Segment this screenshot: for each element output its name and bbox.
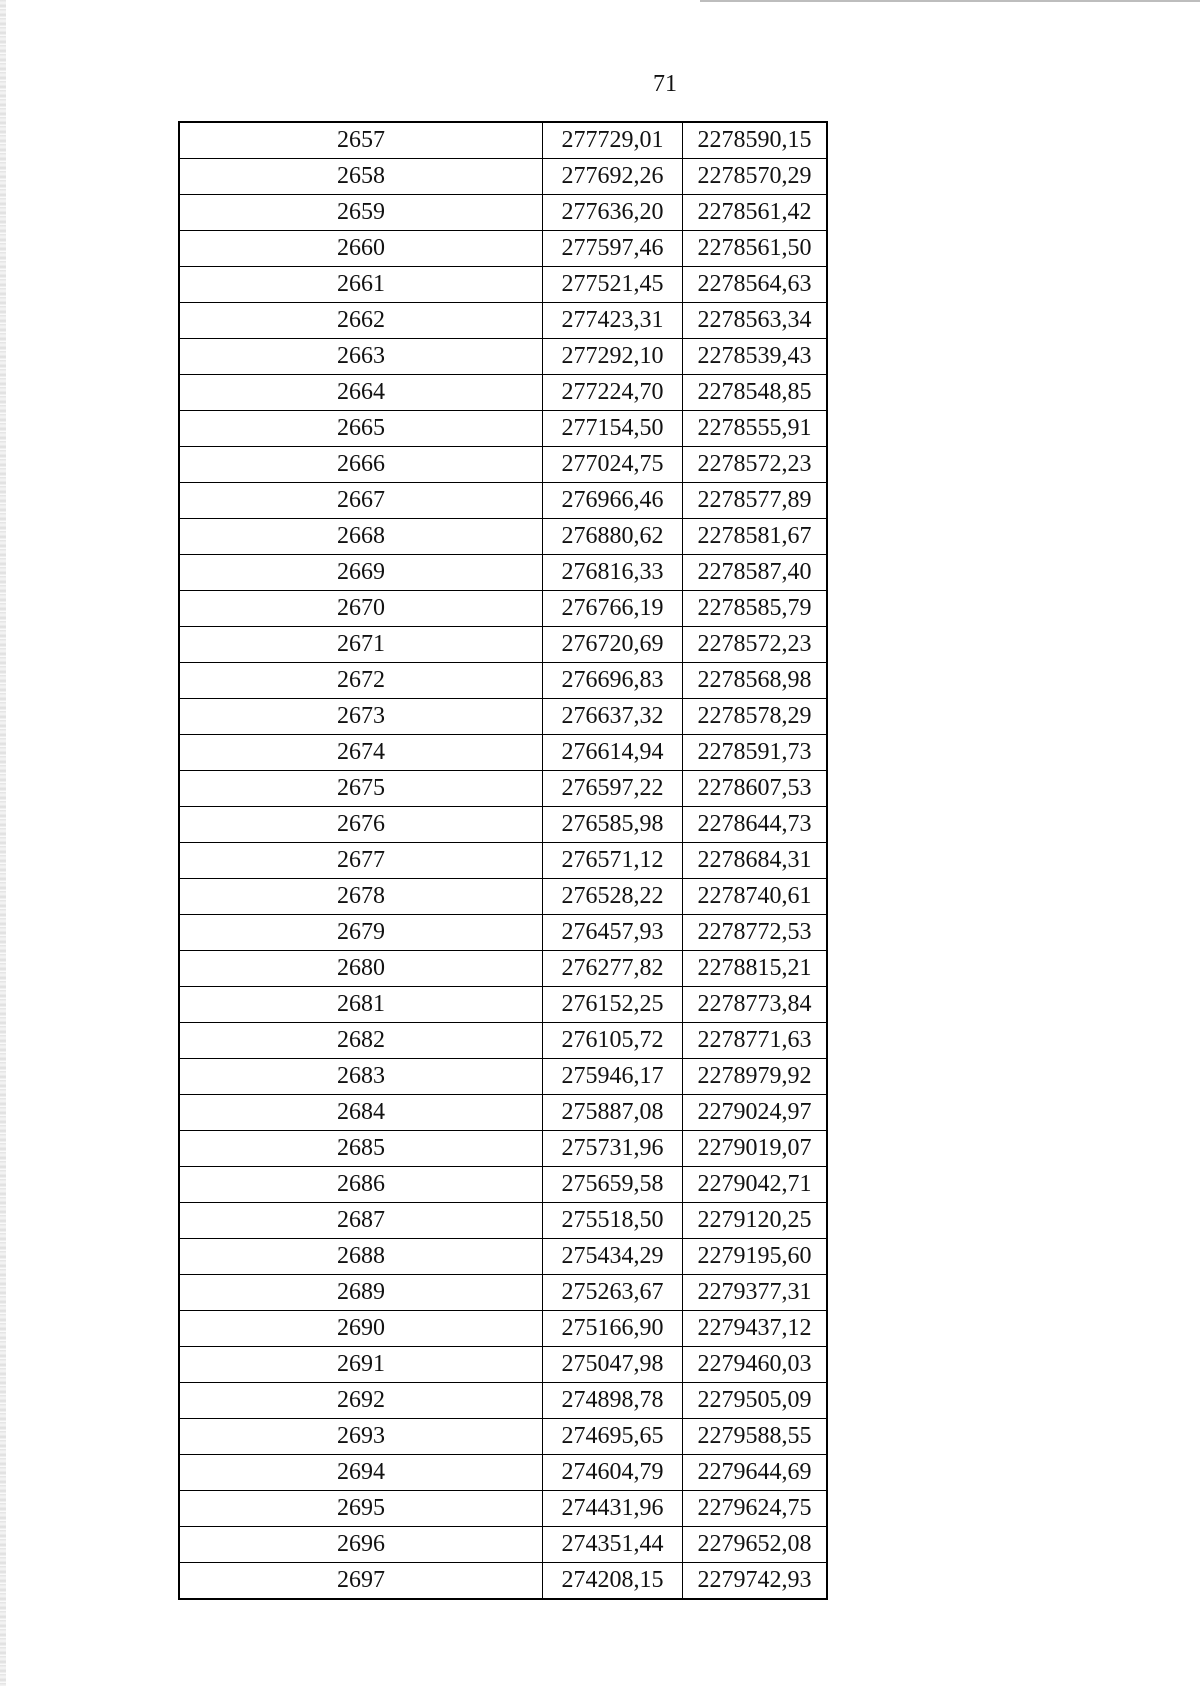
y-coordinate-cell: 2278684,31 [683, 843, 828, 879]
x-coordinate-cell: 277597,46 [543, 231, 683, 267]
y-coordinate-cell: 2279505,09 [683, 1383, 828, 1419]
table-row [179, 122, 827, 159]
table-row [179, 591, 827, 627]
point-number-cell: 2685 [179, 1131, 543, 1167]
y-coordinate-cell: 2278578,29 [683, 699, 828, 735]
x-coordinate-cell: 274604,79 [543, 1455, 683, 1491]
y-coordinate-cell: 2278572,23 [683, 447, 828, 483]
x-coordinate-cell: 277292,10 [543, 339, 683, 375]
point-number-cell: 2692 [179, 1383, 543, 1419]
y-coordinate-cell: 2279742,93 [683, 1563, 828, 1600]
x-coordinate-cell: 276277,82 [543, 951, 683, 987]
point-number-cell: 2697 [179, 1563, 543, 1600]
y-coordinate-cell: 2279042,71 [683, 1167, 828, 1203]
y-coordinate-cell: 2278607,53 [683, 771, 828, 807]
point-number-cell: 2683 [179, 1059, 543, 1095]
x-coordinate-cell: 275434,29 [543, 1239, 683, 1275]
x-coordinate-cell: 276720,69 [543, 627, 683, 663]
table-row [179, 1311, 827, 1347]
y-coordinate-cell: 2278585,79 [683, 591, 828, 627]
table-row [179, 411, 827, 447]
point-number-cell: 2679 [179, 915, 543, 951]
table-row [179, 735, 827, 771]
y-coordinate-cell: 2278572,23 [683, 627, 828, 663]
table-row [179, 1491, 827, 1527]
x-coordinate-cell: 274351,44 [543, 1527, 683, 1563]
table-row [179, 951, 827, 987]
x-coordinate-cell: 275946,17 [543, 1059, 683, 1095]
x-coordinate-cell: 277521,45 [543, 267, 683, 303]
point-number-cell: 2688 [179, 1239, 543, 1275]
x-coordinate-cell: 275659,58 [543, 1167, 683, 1203]
table-row [179, 1347, 827, 1383]
point-number-cell: 2694 [179, 1455, 543, 1491]
y-coordinate-cell: 2278561,50 [683, 231, 828, 267]
point-number-cell: 2657 [179, 122, 543, 159]
point-number-cell: 2695 [179, 1491, 543, 1527]
point-number-cell: 2666 [179, 447, 543, 483]
x-coordinate-cell: 276816,33 [543, 555, 683, 591]
x-coordinate-cell: 276597,22 [543, 771, 683, 807]
y-coordinate-cell: 2279377,31 [683, 1275, 828, 1311]
y-coordinate-cell: 2278590,15 [683, 122, 828, 159]
x-coordinate-cell: 276571,12 [543, 843, 683, 879]
table-row [179, 555, 827, 591]
point-number-cell: 2673 [179, 699, 543, 735]
table-row [179, 1563, 827, 1600]
x-coordinate-cell: 276105,72 [543, 1023, 683, 1059]
y-coordinate-cell: 2278771,63 [683, 1023, 828, 1059]
x-coordinate-cell: 276585,98 [543, 807, 683, 843]
x-coordinate-cell: 274695,65 [543, 1419, 683, 1455]
table-row [179, 1023, 827, 1059]
point-number-cell: 2675 [179, 771, 543, 807]
x-coordinate-cell: 277636,20 [543, 195, 683, 231]
table-row [179, 303, 827, 339]
y-coordinate-cell: 2279460,03 [683, 1347, 828, 1383]
y-coordinate-cell: 2278591,73 [683, 735, 828, 771]
x-coordinate-cell: 275731,96 [543, 1131, 683, 1167]
x-coordinate-cell: 276766,19 [543, 591, 683, 627]
x-coordinate-cell: 276696,83 [543, 663, 683, 699]
coordinates-table [178, 121, 828, 1600]
point-number-cell: 2668 [179, 519, 543, 555]
table-row [179, 1059, 827, 1095]
y-coordinate-cell: 2278539,43 [683, 339, 828, 375]
table-row [179, 1455, 827, 1491]
y-coordinate-cell: 2279120,25 [683, 1203, 828, 1239]
point-number-cell: 2659 [179, 195, 543, 231]
point-number-cell: 2664 [179, 375, 543, 411]
x-coordinate-cell: 276880,62 [543, 519, 683, 555]
table-row [179, 339, 827, 375]
y-coordinate-cell: 2278581,67 [683, 519, 828, 555]
point-number-cell: 2693 [179, 1419, 543, 1455]
y-coordinate-cell: 2278979,92 [683, 1059, 828, 1095]
point-number-cell: 2676 [179, 807, 543, 843]
coordinates-table-body [179, 122, 827, 1599]
x-coordinate-cell: 274898,78 [543, 1383, 683, 1419]
point-number-cell: 2667 [179, 483, 543, 519]
y-coordinate-cell: 2278644,73 [683, 807, 828, 843]
table-row [179, 699, 827, 735]
table-row [179, 1131, 827, 1167]
y-coordinate-cell: 2278773,84 [683, 987, 828, 1023]
point-number-cell: 2672 [179, 663, 543, 699]
point-number-cell: 2660 [179, 231, 543, 267]
x-coordinate-cell: 277423,31 [543, 303, 683, 339]
y-coordinate-cell: 2279644,69 [683, 1455, 828, 1491]
x-coordinate-cell: 275887,08 [543, 1095, 683, 1131]
y-coordinate-cell: 2278548,85 [683, 375, 828, 411]
y-coordinate-cell: 2279195,60 [683, 1239, 828, 1275]
point-number-cell: 2674 [179, 735, 543, 771]
y-coordinate-cell: 2278815,21 [683, 951, 828, 987]
x-coordinate-cell: 277154,50 [543, 411, 683, 447]
y-coordinate-cell: 2279624,75 [683, 1491, 828, 1527]
table-row [179, 483, 827, 519]
y-coordinate-cell: 2279588,55 [683, 1419, 828, 1455]
point-number-cell: 2661 [179, 267, 543, 303]
point-number-cell: 2684 [179, 1095, 543, 1131]
table-row [179, 843, 827, 879]
table-row [179, 375, 827, 411]
x-coordinate-cell: 274208,15 [543, 1563, 683, 1600]
y-coordinate-cell: 2278563,34 [683, 303, 828, 339]
point-number-cell: 2658 [179, 159, 543, 195]
table-row [179, 915, 827, 951]
y-coordinate-cell: 2278587,40 [683, 555, 828, 591]
y-coordinate-cell: 2278577,89 [683, 483, 828, 519]
scan-edge-top [700, 0, 1200, 2]
y-coordinate-cell: 2279024,97 [683, 1095, 828, 1131]
table-row [179, 1095, 827, 1131]
y-coordinate-cell: 2278564,63 [683, 267, 828, 303]
table-row [179, 231, 827, 267]
x-coordinate-cell: 275518,50 [543, 1203, 683, 1239]
x-coordinate-cell: 274431,96 [543, 1491, 683, 1527]
table-row [179, 663, 827, 699]
point-number-cell: 2680 [179, 951, 543, 987]
point-number-cell: 2670 [179, 591, 543, 627]
point-number-cell: 2681 [179, 987, 543, 1023]
x-coordinate-cell: 275166,90 [543, 1311, 683, 1347]
table-row [179, 627, 827, 663]
point-number-cell: 2689 [179, 1275, 543, 1311]
table-row [179, 447, 827, 483]
x-coordinate-cell: 276152,25 [543, 987, 683, 1023]
page-number: 71 [653, 71, 677, 97]
table-row [179, 987, 827, 1023]
table-row [179, 267, 827, 303]
x-coordinate-cell: 276457,93 [543, 915, 683, 951]
point-number-cell: 2682 [179, 1023, 543, 1059]
y-coordinate-cell: 2278568,98 [683, 663, 828, 699]
x-coordinate-cell: 276966,46 [543, 483, 683, 519]
point-number-cell: 2671 [179, 627, 543, 663]
point-number-cell: 2662 [179, 303, 543, 339]
x-coordinate-cell: 276637,32 [543, 699, 683, 735]
y-coordinate-cell: 2279437,12 [683, 1311, 828, 1347]
table-row [179, 159, 827, 195]
x-coordinate-cell: 275263,67 [543, 1275, 683, 1311]
table-row [179, 1275, 827, 1311]
table-row [179, 195, 827, 231]
table-row [179, 807, 827, 843]
point-number-cell: 2687 [179, 1203, 543, 1239]
y-coordinate-cell: 2278570,29 [683, 159, 828, 195]
table-row [179, 771, 827, 807]
point-number-cell: 2663 [179, 339, 543, 375]
x-coordinate-cell: 277024,75 [543, 447, 683, 483]
point-number-cell: 2690 [179, 1311, 543, 1347]
table-row [179, 879, 827, 915]
x-coordinate-cell: 275047,98 [543, 1347, 683, 1383]
point-number-cell: 2677 [179, 843, 543, 879]
y-coordinate-cell: 2279652,08 [683, 1527, 828, 1563]
x-coordinate-cell: 277224,70 [543, 375, 683, 411]
coordinates-table-container [178, 121, 822, 1600]
point-number-cell: 2686 [179, 1167, 543, 1203]
point-number-cell: 2691 [179, 1347, 543, 1383]
y-coordinate-cell: 2278772,53 [683, 915, 828, 951]
x-coordinate-cell: 276528,22 [543, 879, 683, 915]
table-row [179, 519, 827, 555]
y-coordinate-cell: 2279019,07 [683, 1131, 828, 1167]
point-number-cell: 2669 [179, 555, 543, 591]
point-number-cell: 2696 [179, 1527, 543, 1563]
table-row [179, 1239, 827, 1275]
table-row [179, 1167, 827, 1203]
table-row [179, 1527, 827, 1563]
y-coordinate-cell: 2278561,42 [683, 195, 828, 231]
scan-edge-left [0, 0, 6, 1686]
x-coordinate-cell: 276614,94 [543, 735, 683, 771]
table-row [179, 1419, 827, 1455]
table-row [179, 1383, 827, 1419]
table-row [179, 1203, 827, 1239]
x-coordinate-cell: 277692,26 [543, 159, 683, 195]
point-number-cell: 2678 [179, 879, 543, 915]
x-coordinate-cell: 277729,01 [543, 122, 683, 159]
point-number-cell: 2665 [179, 411, 543, 447]
y-coordinate-cell: 2278555,91 [683, 411, 828, 447]
y-coordinate-cell: 2278740,61 [683, 879, 828, 915]
